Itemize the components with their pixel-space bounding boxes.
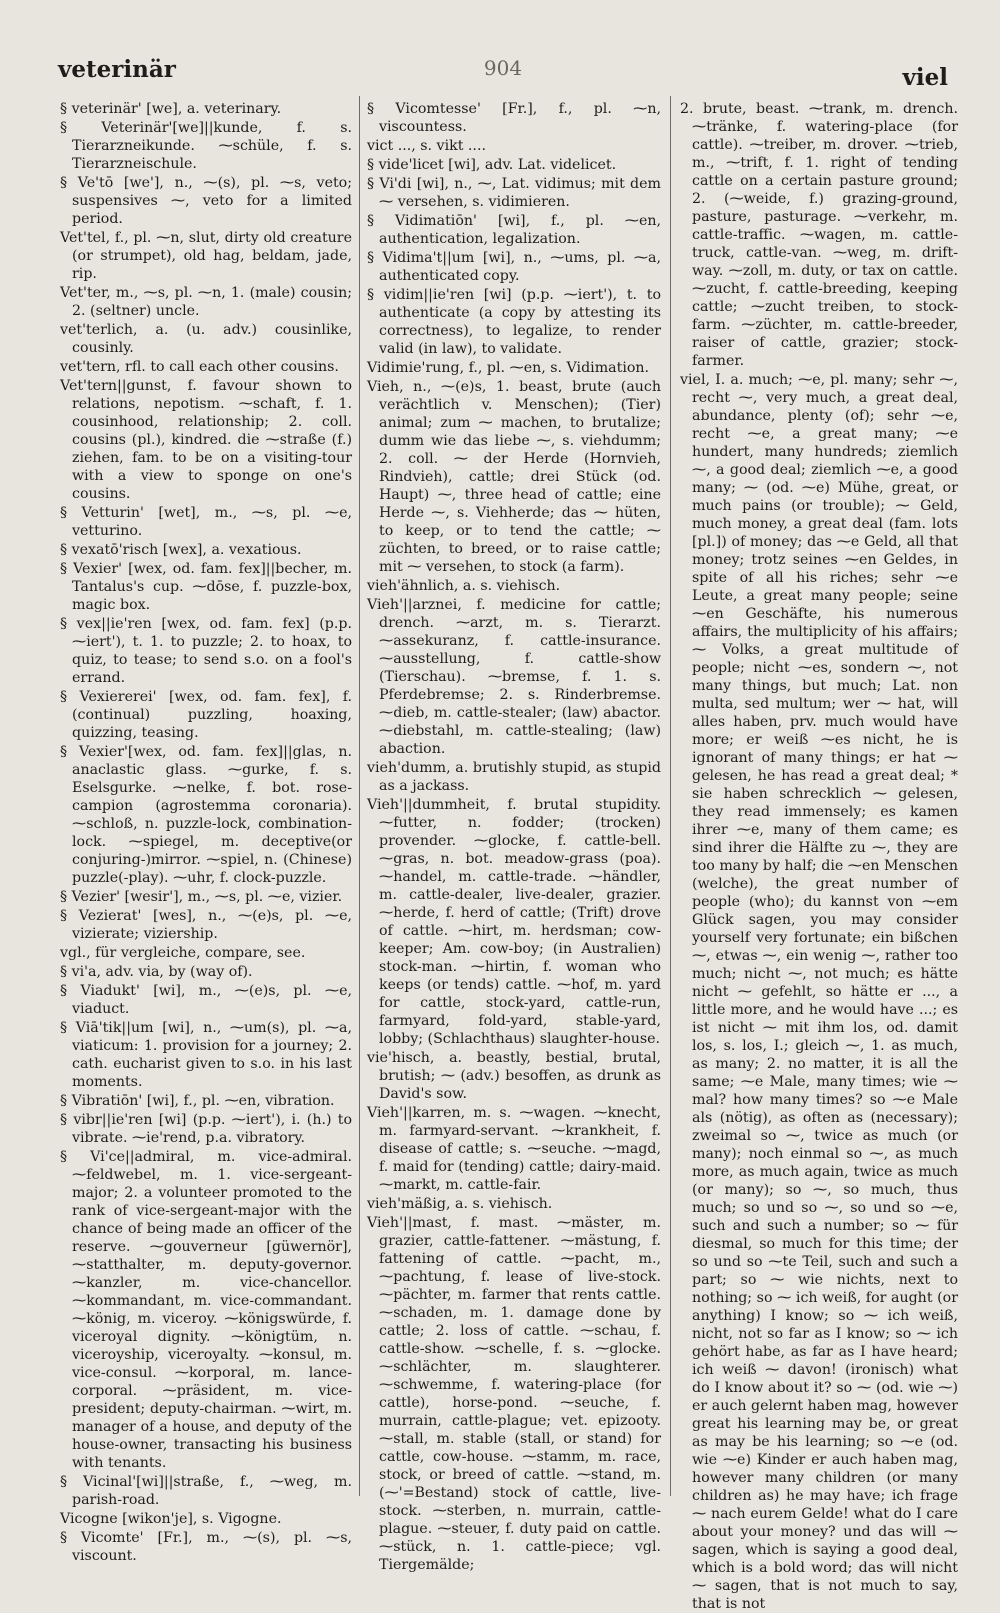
dictionary-entry: § Viadukt' [wi], m., ⁓(e)s, pl. ⁓e, viaduct. — [60, 983, 352, 1017]
dictionary-entry: § Vi'di [wi], n., ⁓, Lat. vidimus; mit dem ⁓ versehen, s. vidimieren. — [367, 176, 661, 210]
dictionary-entry: § vexatō'risch [wex], a. vexatious. — [60, 542, 302, 558]
dictionary-entry: Vet'tel, f., pl. ⁓n, slut, dirty old creature (or strumpet), old hag, beldam, jade, rip. — [60, 230, 352, 282]
column-1 — [60, 100, 352, 1564]
dictionary-entry: vict ..., s. vikt .... — [367, 138, 486, 154]
column-divider — [670, 96, 671, 1496]
column-2 — [367, 100, 661, 1573]
dictionary-entry: § Vezierat' [wes], n., ⁓(e)s, pl. ⁓e, vizierate; viziership. — [60, 908, 352, 942]
page-number: 904 — [483, 56, 523, 80]
dictionary-entry: Vidimie'rung, f., pl. ⁓en, s. Vidimation. — [367, 360, 650, 376]
dictionary-entry: vet'tern, rfl. to call each other cousins. — [60, 359, 339, 375]
dictionary-entry: Vicogne [wikon'je], s. Vigogne. — [60, 1511, 282, 1527]
dictionary-entry: § Vetturin' [wet], m., ⁓s, pl. ⁓e, vetturino. — [60, 505, 352, 539]
dictionary-entry: Vet'ter, m., ⁓s, pl. ⁓n, 1. (male) cousin; 2. (seltner) uncle. — [60, 285, 352, 319]
header-last-word: viel — [902, 64, 948, 91]
column-divider — [359, 96, 360, 1496]
dictionary-entry: Vieh'||karren, m. s. ⁓wagen. ⁓knecht, m. farmyard-servant. ⁓krankheit, f. disease of cattle; s. ⁓seuche. ⁓magd, f. maid for (tending) cattle; dairy-maid. ⁓markt, m. cattle-fair. — [367, 1105, 661, 1193]
page-header — [58, 56, 948, 91]
dictionary-entry: Vieh, n., ⁓(e)s, 1. beast, brute (auch verächtlich v. Menschen); (Tier) animal; zum ⁓ machen, to brutalize; dumm wie das liebe ⁓, s. viehdumm; 2. coll. ⁓ der Herde (Hornvieh, Rindvieh), cattle; drei Stück (od. Haupt) ⁓, three head of cattle; eine Herde ⁓, s. Viehherde; das ⁓ hüten, to keep, or to tend the cattle; ⁓ züchten, to breed, or to raise cattle; mit ⁓ versehen, to stock (a farm). — [367, 379, 661, 575]
dictionary-entry: § vi'a, adv. via, by (way of). — [60, 964, 253, 980]
dictionary-entry: viel, I. a. much; ⁓e, pl. many; sehr ⁓, recht ⁓, very much, a great deal, abundance, plenty (of); sehr ⁓e, recht ⁓e, a great many; ⁓e hundert, many hundreds; ziemlich ⁓, a good deal; ziemlich ⁓e, a good many; ⁓ (od. ⁓e) Mühe, great, or much pains (or trouble); ⁓ Geld, much money, a great deal (fam. lots [pl.]) of money; das ⁓e Geld, all that money; trotz seines ⁓en Geldes, in spite of all his riches; sehr ⁓e Leute, a great many people; seine ⁓en Geschäfte, his numerous affairs, the multiplicity of his affairs; ⁓ Volks, a great multitude of people; nicht ⁓es, sondern ⁓, not many things, but much; Lat. non multa, sed multum; wer ⁓ hat, will alles haben, prv. much would have more; er weiß ⁓es nicht, he is ignorant of many things; er hat ⁓ gelesen, he has read a great deal; * sie haben schrecklich ⁓ gelesen, they read immensely; es kamen ihrer ⁓e, many of them came; es sind ihrer die Hälfte zu ⁓, they are too many by half; die ⁓en Menschen (welche), the great number of people (who); du kannst von ⁓em Glück sagen, you may consider yourself very fortunate; ein bißchen ⁓, etwas ⁓, ein wenig ⁓, rather too much; nicht ⁓, not much; es hätte nicht ⁓ gefehlt, so hätte er ..., a little more, and he would have ...; es ist nicht ⁓ mit ihm los, od. damit los, s. los, I.; gleich ⁓, 1. as much, as many; 2. no matter, it is all the same; ⁓e Male, many times; wie ⁓ mal? how many times? so ⁓e Male als (nötig), as often as (necessary); zweimal so ⁓, twice as much (or many); noch einmal so ⁓, as much more, as much again, twice as much (or many); so ⁓, so much, thus much; so und so ⁓, so und so ⁓e, such and such a number; so ⁓ für diesmal, so much for this time; der so und so ⁓te Teil, such and such a part; so ⁓ wie nichts, next to nothing; so ⁓ ich weiß, for aught (or anything) I know; so ⁓ ich weiß, nicht, not so far as I know; so ⁓ ich gehört habe, as far as I have heard; ich weiß ⁓ davon! (ironisch) what do I know about it? so ⁓ (od. wie ⁓) er auch gelernt haben mag, however great his learning may be, or great as may be his learning; so ⁓e (od. wie ⁓e) Kinder er auch haben mag, however many children (or many children as) he may have; ich frage ⁓ nach eurem Gelde! what do I care about your money? und das will ⁓ sagen, which is saying a good deal, which is a bold word; das will nicht ⁓ sagen, that is not much to say, that is not — [680, 372, 958, 1612]
dictionary-entry: § Vi'ce||admiral, m. vice-admiral. ⁓feldwebel, m. 1. vice-sergeant-major; 2. a volunteer promoted to the rank of vice-sergeant-major with the chance of being made an officer of the reserve. ⁓gouverneur [güwernör], ⁓statthalter, m. deputy-governor. ⁓kanzler, m. vice-chancellor. ⁓kommandant, m. vice-commandant. ⁓könig, m. viceroy. ⁓königswürde, f. viceroyal dignity. ⁓königtüm, n. viceroyship, viceroyalty. ⁓konsul, m. vice-consul. ⁓korporal, m. lance-corporal. ⁓präsident, m. vice-president; deputy-chairman. ⁓wirt, m. manager of a house, and deputy of the house-owner, transacting his business with tenants. — [60, 1149, 352, 1471]
dictionary-entry: § Vezier' [wesir'], m., ⁓s, pl. ⁓e, vizier. — [60, 889, 343, 905]
dictionary-entry: § Ve'tō [we'], n., ⁓(s), pl. ⁓s, veto; suspensives ⁓, veto for a limited period. — [60, 175, 352, 227]
dictionary-entry: § Vexier' [wex, od. fam. fex]||becher, m. Tantalus's cup. ⁓dōse, f. puzzle-box, magic box. — [60, 561, 352, 613]
header-first-word: veterinär — [58, 56, 176, 83]
dictionary-entry: § veterinär' [we], a. veterinary. — [60, 101, 282, 117]
dictionary-entry: § Vexier'[wex, od. fam. fex]||glas, n. anaclastic glass. ⁓gurke, f. s. Eselsgurke. ⁓nelke, f. bot. rose-campion (agrostemma coronaria). ⁓schloß, n. puzzle-lock, combination-lock. ⁓spiegel, m. deceptive(or conjuring-)mirror. ⁓spiel, n. (Chinese) puzzle(-play). ⁓uhr, f. clock-puzzle. — [60, 744, 352, 886]
dictionary-entry: § vide'licet [wi], adv. Lat. videlicet. — [367, 157, 617, 173]
column-3 — [680, 100, 958, 1612]
dictionary-entry: Vieh'||dummheit, f. brutal stupidity. ⁓futter, n. fodder; (trocken) provender. ⁓glocke, f. cattle-bell. ⁓gras, n. bot. meadow-grass (poa). ⁓handel, m. cattle-trade. ⁓händler, m. cattle-dealer, live-dealer, grazier. ⁓herde, f. herd of cattle; (Trift) drove of cattle. ⁓hirt, m. herdsman; cow-keeper; Am. cow-boy; (in Australien) stock-man. ⁓hirtin, f. woman who keeps (or tends) cattle. ⁓hof, m. yard for cattle, stock-yard, cattle-run, farmyard, fold-yard, stable-yard, lobby; (Schlachthaus) slaughter-house. — [367, 797, 661, 1047]
dictionary-entry: § Viā'tik||um [wi], n., ⁓um(s), pl. ⁓a, viaticum: 1. provision for a journey; 2. cath. eucharist given to s.o. in his last moments. — [60, 1020, 352, 1090]
dictionary-entry: 2. brute, beast. ⁓trank, m. drench. ⁓tränke, f. watering-place (for cattle). ⁓treiber, m. drover. ⁓trieb, m., ⁓trift, f. 1. right of tending cattle on a certain pasture ground; 2. (⁓weide, f.) grazing-ground, pasture, pasturage. ⁓verkehr, m. cattle-traffic. ⁓wagen, m. cattle-truck, cattle-van. ⁓weg, m. drift-way. ⁓zoll, m. duty, or tax on cattle. ⁓zucht, f. cattle-breeding, keeping cattle; ⁓zucht treiben, to stock-farm. ⁓züchter, m. cattle-breeder, raiser of cattle, grazier; stock-farmer. — [680, 101, 958, 369]
dictionary-entry: Vieh'||mast, f. mast. ⁓mäster, m. grazier, cattle-fattener. ⁓mästung, f. fattening of cattle. ⁓pacht, m., ⁓pachtung, f. lease of live-stock. ⁓pächter, m. farmer that rents cattle. ⁓schaden, m. 1. damage done by cattle; 2. loss of cattle. ⁓schau, f. cattle-show. ⁓schelle, f. s. ⁓glocke. ⁓schlächter, m. slaughterer. ⁓schwemme, f. watering-place (for cattle), horse-pond. ⁓seuche, f. murrain, cattle-plague; vet. epizooty. ⁓stall, m. stable (stall, or stand) for cattle, cow-house. ⁓stamm, m. race, stock, or breed of cattle. ⁓stand, m. (⁓'=Bestand) stock of cattle, live-stock. ⁓sterben, n. murrain, cattle-plague. ⁓steuer, f. duty paid on cattle. ⁓stück, n. 1. cattle-piece; vgl. Tiergemälde; — [367, 1215, 661, 1573]
dictionary-entry: § Vicomte' [Fr.], m., ⁓(s), pl. ⁓s, viscount. — [60, 1530, 352, 1564]
dictionary-entry: § Veterinär'[we]||kunde, f. s. Tierarzneikunde. ⁓schüle, f. s. Tierarzneischule. — [60, 120, 352, 172]
dictionary-entry: § Vidima't||um [wi], n., ⁓ums, pl. ⁓a, authenticated copy. — [367, 250, 661, 284]
dictionary-entry: Vet'tern||gunst, f. favour shown to relations, nepotism. ⁓schaft, f. 1. cousinhood, relationship; 2. coll. cousins (pl.), kindred. die ⁓straße (f.) ziehen, fam. to be on a visiting-tour with a view to sponge on one's cousins. — [60, 378, 352, 502]
dictionary-entry: vieh'mäßig, a. s. viehisch. — [367, 1196, 553, 1212]
dictionary-entry: vieh'ähnlich, a. s. viehisch. — [367, 578, 561, 594]
dictionary-entry: vet'terlich, a. (u. adv.) cousinlike, cousinly. — [60, 322, 352, 356]
dictionary-entry: vie'hisch, a. beastly, bestial, brutal, brutish; ⁓ (adv.) besoffen, as drunk as David's sow. — [367, 1050, 661, 1102]
dictionary-entry: vgl., für vergleiche, compare, see. — [60, 945, 306, 961]
dictionary-entry: § Vibratiōn' [wi], f., pl. ⁓en, vibration. — [60, 1093, 335, 1109]
dictionary-entry: § Vicomtesse' [Fr.], f., pl. ⁓n, viscountess. — [367, 101, 661, 135]
dictionary-entry: § Vicinal'[wi]||straße, f., ⁓weg, m. parish-road. — [60, 1474, 352, 1508]
dictionary-entry: § vibr||ie'ren [wi] (p.p. ⁓iert'), i. (h.) to vibrate. ⁓ie'rend, p.a. vibratory. — [60, 1112, 352, 1146]
dictionary-entry: § Vexiererei' [wex, od. fam. fex], f. (continual) puzzling, hoaxing, quizzing, teasing. — [60, 689, 352, 741]
dictionary-entry: § vex||ie'ren [wex, od. fam. fex] (p.p. ⁓iert'), t. 1. to puzzle; 2. to hoax, to quiz, to tease; to send s.o. on a fool's errand. — [60, 616, 352, 686]
dictionary-entry: § Vidimatiōn' [wi], f., pl. ⁓en, authentication, legalization. — [367, 213, 661, 247]
dictionary-entry: § vidim||ie'ren [wi] (p.p. ⁓iert'), t. to authenticate (a copy by attesting its correctness), to legalize, to render valid (in law), to validate. — [367, 287, 661, 357]
dictionary-entry: Vieh'||arznei, f. medicine for cattle; drench. ⁓arzt, m. s. Tierarzt. ⁓assekuranz, f. cattle-insurance. ⁓ausstellung, f. cattle-show (Tierschau). ⁓bremse, f. 1. s. Pferdebremse; 2. s. Rinderbremse. ⁓dieb, m. cattle-stealer; (law) abactor. ⁓diebstahl, m. cattle-stealing; (law) abaction. — [367, 597, 661, 757]
dictionary-entry: vieh'dumm, a. brutishly stupid, as stupid as a jackass. — [367, 760, 661, 794]
